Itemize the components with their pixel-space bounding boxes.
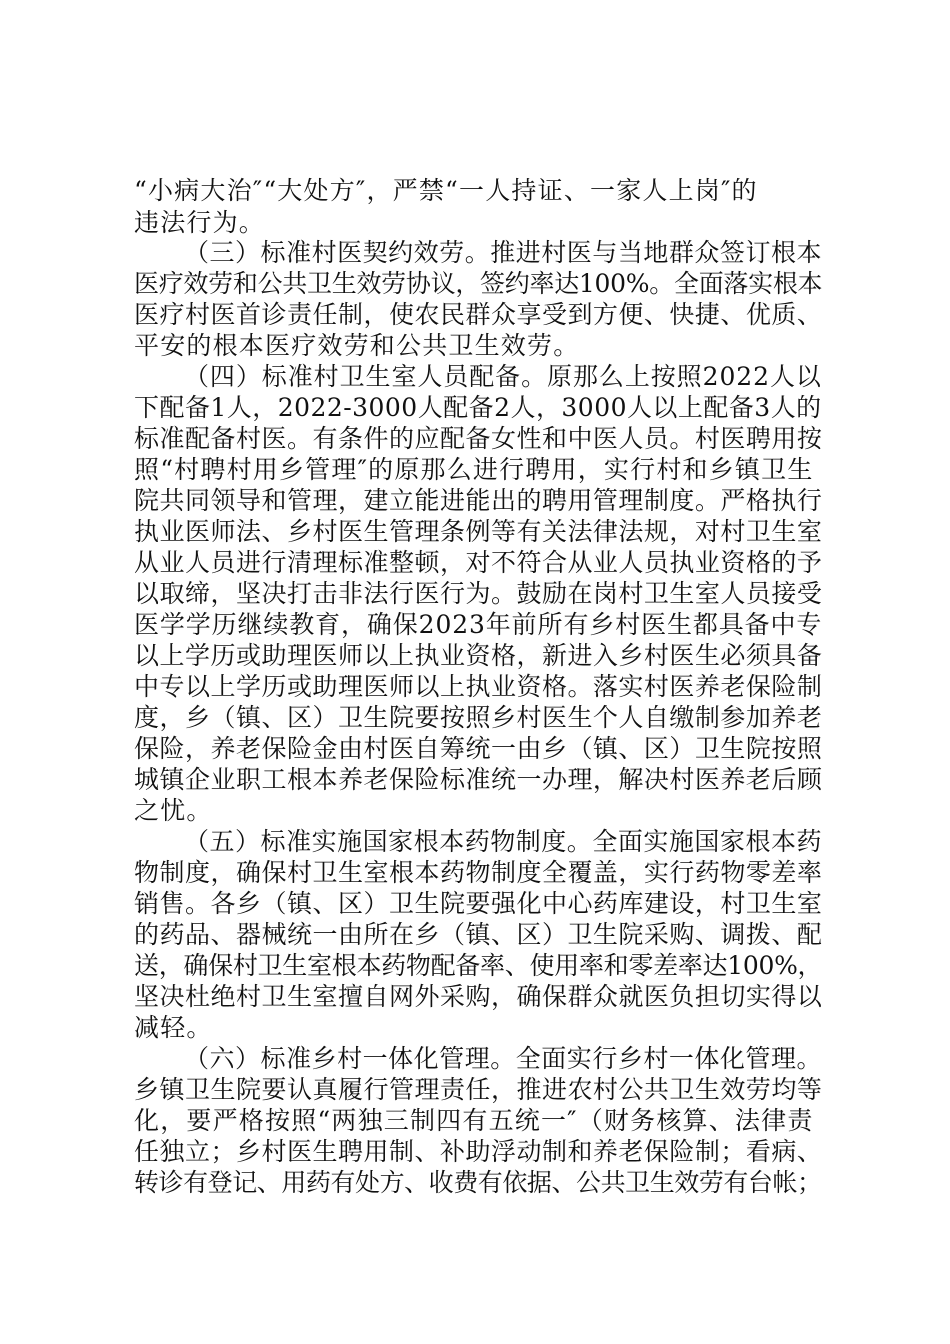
text-line: 院共同领导和管理，建立能进能出的聘用管理制度。严格执行 <box>134 486 823 515</box>
text-line: 违法行为。 <box>134 208 266 237</box>
text-line: 任独立；乡村医生聘用制、补助浮动制和养老保险制；看病、 <box>134 1137 823 1166</box>
paragraph-start-line: （四）标准村卫生室人员配备。原那么上按照2022人以 <box>184 362 822 391</box>
text-line: 照“村聘村用乡管理″的原那么进行聘用，实行村和乡镇卫生 <box>134 455 814 484</box>
text-line: 乡镇卫生院要认真履行管理责任，推进农村公共卫生效劳均等 <box>134 1075 823 1104</box>
text-line: 保险，养老保险金由村医自筹统一由乡（镇、区）卫生院按照 <box>134 734 823 763</box>
text-line: 城镇企业职工根本养老保险标准统一办理，解决村医养老后顾 <box>134 765 823 794</box>
text-line: 送，确保村卫生室根本药物配备率、使用率和零差率达100%， <box>134 951 823 980</box>
paragraph-start-line: （三）标准村医契约效劳。推进村医与当地群众签订根本 <box>184 238 823 267</box>
text-line: 化，要严格按照“两独三制四有五统一″（财务核算、法律责 <box>134 1106 814 1135</box>
text-line: 坚决杜绝村卫生室擅自网外采购，确保群众就医负担切实得以 <box>134 982 823 1011</box>
text-line: 度，乡（镇、区）卫生院要按照乡村医生个人自缴制参加养老 <box>134 703 823 732</box>
text-line: 转诊有登记、用药有处方、收费有依据、公共卫生效劳有台帐； <box>134 1168 822 1197</box>
text-line: 减轻。 <box>134 1013 213 1042</box>
paragraph-start-line: （五）标准实施国家根本药物制度。全面实施国家根本药 <box>184 827 823 856</box>
text-line: 销售。各乡（镇、区）卫生院要强化中心药库建设，村卫生室 <box>134 889 823 918</box>
text-line: 以上学历或助理医师以上执业资格，新进入乡村医生必须具备 <box>134 641 823 670</box>
text-line: 之忧。 <box>134 796 213 825</box>
text-line: 的药品、器械统一由所在乡（镇、区）卫生院采购、调拨、配 <box>134 920 823 949</box>
text-line: 以取缔，坚决打击非法行医行为。鼓励在岗村卫生室人员接受 <box>134 579 823 608</box>
paragraph-start-line: （六）标准乡村一体化管理。全面实行乡村一体化管理。 <box>184 1044 823 1073</box>
text-line: 从业人员进行清理标准整顿，对不符合从业人员执业资格的予 <box>134 548 823 577</box>
text-line: 下配备1人，2022-3000人配备2人，3000人以上配备3人的 <box>134 393 822 422</box>
text-line: 标准配备村医。有条件的应配备女性和中医人员。村医聘用按 <box>134 424 823 453</box>
text-line: 医疗效劳和公共卫生效劳协议，签约率达100%。全面落实根本 <box>134 269 823 298</box>
text-line: 医学学历继续教育，确保2023年前所有乡村医生都具备中专 <box>134 610 823 639</box>
text-line: 执业医师法、乡村医生管理条例等有关法律法规，对村卫生室 <box>134 517 823 546</box>
text-line: 医疗村医首诊责任制，使农民群众享受到方便、快捷、优质、 <box>134 300 823 329</box>
text-line: 物制度，确保村卫生室根本药物制度全覆盖，实行药物零差率 <box>134 858 823 887</box>
text-line: 中专以上学历或助理医师以上执业资格。落实村医养老保险制 <box>134 672 823 701</box>
text-line: “小病大治″“大处方″，严禁“一人持证、一家人上岗″的 <box>134 176 758 205</box>
text-line: 平安的根本医疗效劳和公共卫生效劳。 <box>134 331 580 360</box>
